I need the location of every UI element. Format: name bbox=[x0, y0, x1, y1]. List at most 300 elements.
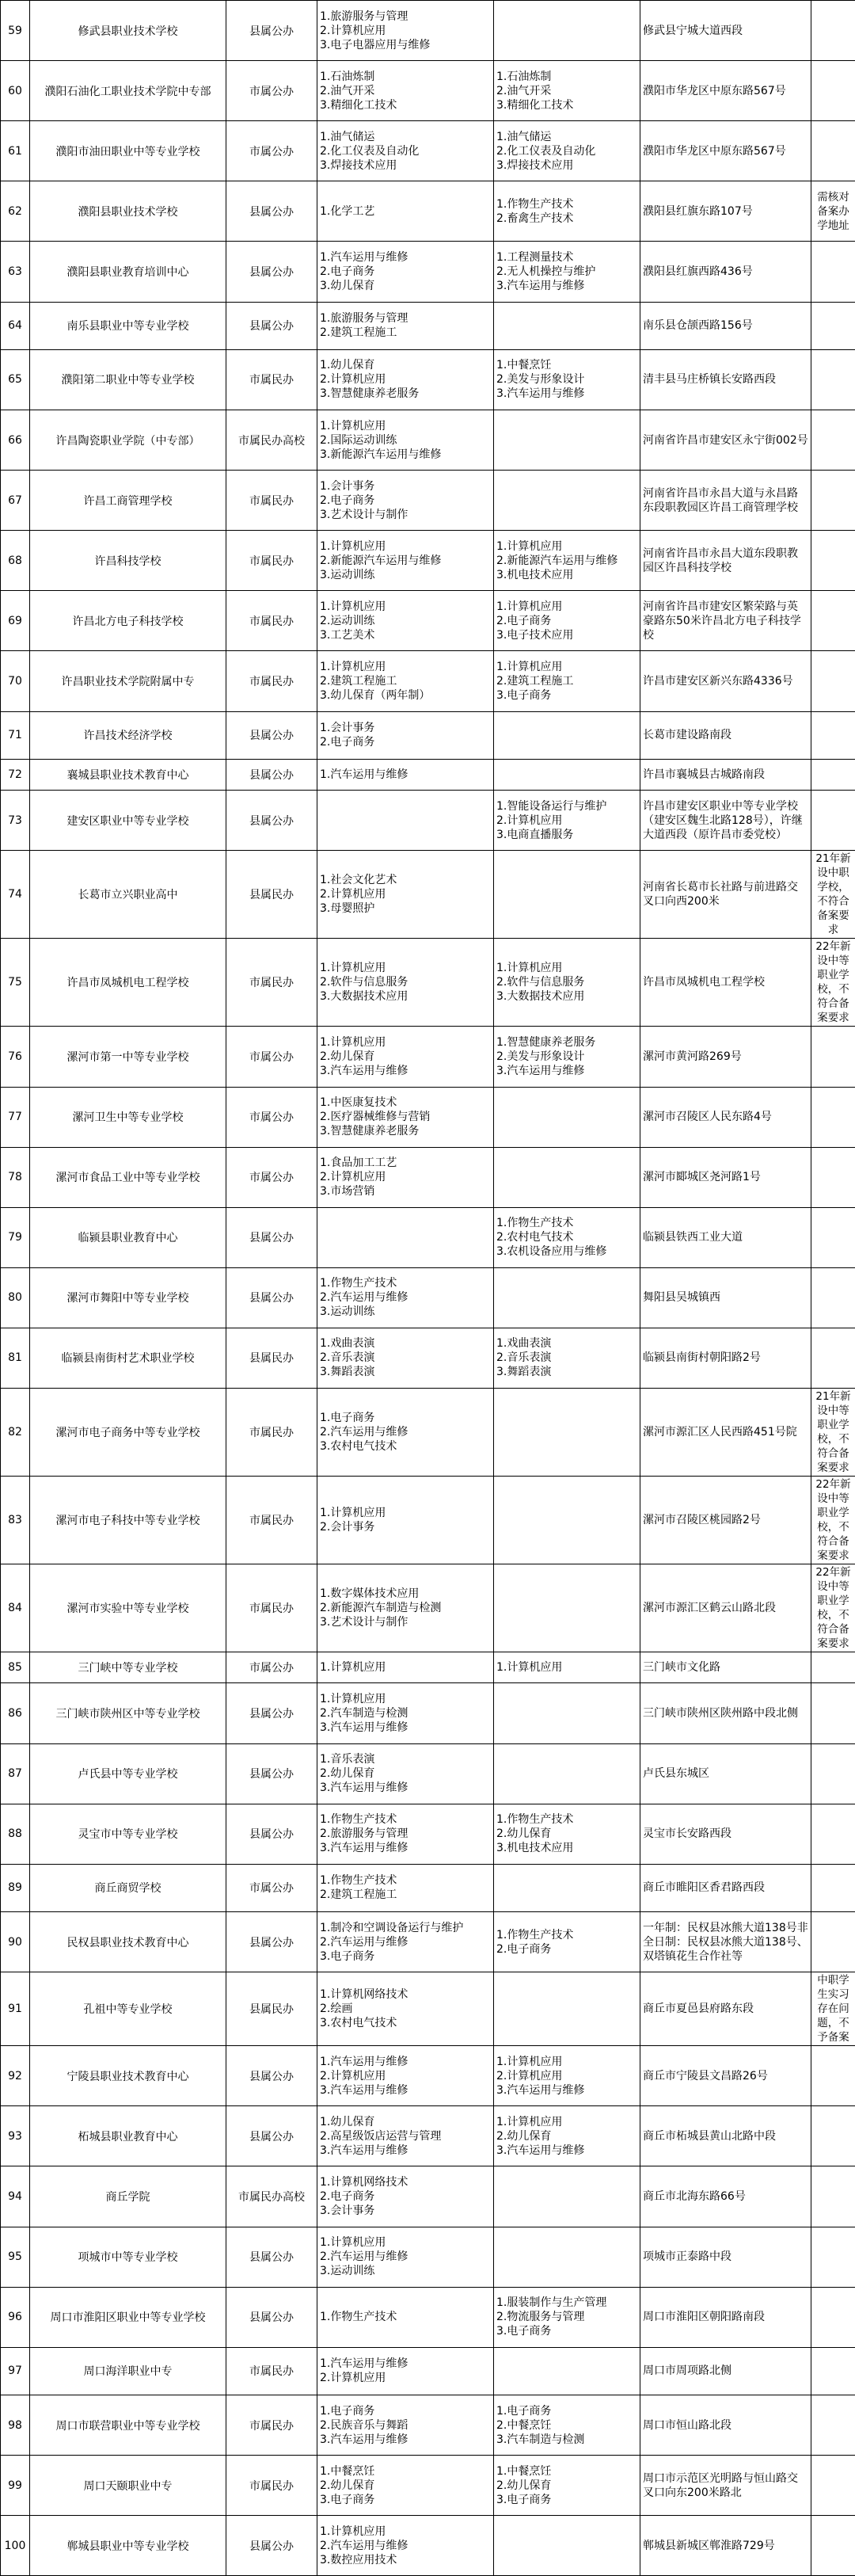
school-type: 市属民办 bbox=[226, 349, 317, 410]
major-item: 3.艺术设计与制作 bbox=[320, 508, 491, 522]
majors-list-primary bbox=[317, 121, 494, 181]
remark-cell bbox=[811, 1804, 855, 1864]
table-row bbox=[1, 1912, 855, 1972]
address-text: 商丘市柘城县黄山北路中段 bbox=[643, 2129, 808, 2143]
majors-list-secondary bbox=[494, 651, 640, 711]
remark-cell bbox=[811, 121, 855, 181]
school-type: 县属公办 bbox=[226, 711, 317, 759]
remark-cell bbox=[811, 61, 855, 121]
school-address bbox=[640, 2395, 811, 2456]
school-type: 市属民办 bbox=[226, 651, 317, 711]
remark-cell bbox=[811, 181, 855, 242]
major-item: 1.社会文化艺术 bbox=[320, 873, 491, 887]
address-text: 濮阳市华龙区中原东路567号 bbox=[643, 144, 808, 158]
school-address bbox=[640, 1147, 811, 1207]
row-number: 80 bbox=[1, 1267, 30, 1328]
major-item: 1.计算机应用 bbox=[496, 2115, 637, 2129]
school-address bbox=[640, 349, 811, 410]
majors-list-primary bbox=[317, 471, 494, 531]
table-row bbox=[1, 711, 855, 759]
row-number: 92 bbox=[1, 2046, 30, 2106]
major-item: 1.戏曲表演 bbox=[496, 1336, 637, 1351]
row-number: 65 bbox=[1, 349, 30, 410]
address-text: 河南省许昌市建安区繁荣路与英豪路东50米许昌北方电子科技学校 bbox=[643, 600, 808, 642]
row-number: 61 bbox=[1, 121, 30, 181]
school-address bbox=[640, 531, 811, 591]
school-type: 县属公办 bbox=[226, 2046, 317, 2106]
address-text: 周口市示范区光明路与恒山路交叉口向东200米路北 bbox=[643, 2471, 808, 2500]
major-item: 2.汽车运用与维修 bbox=[320, 1425, 491, 1439]
majors-list-primary bbox=[317, 1147, 494, 1207]
major-item: 2.幼儿保育 bbox=[320, 1766, 491, 1781]
major-item: 1.计算机应用 bbox=[320, 1660, 491, 1675]
remark-text: 21年新设中等职业学校，不符合备案要求 bbox=[814, 1389, 853, 1475]
remark-text: 22年新设中等职业学校，不符合备案要求 bbox=[814, 1477, 853, 1563]
school-address bbox=[640, 121, 811, 181]
majors-list-primary bbox=[317, 851, 494, 939]
remark-cell bbox=[811, 1652, 855, 1683]
majors-list-secondary bbox=[494, 1147, 640, 1207]
table-row bbox=[1, 939, 855, 1027]
school-type: 市属民办 bbox=[226, 471, 317, 531]
majors-list-primary bbox=[317, 1743, 494, 1804]
table-row bbox=[1, 1207, 855, 1267]
major-item: 1.电子商务 bbox=[496, 2404, 637, 2418]
school-address bbox=[640, 851, 811, 939]
remark-cell bbox=[811, 2046, 855, 2106]
school-type: 县属公办 bbox=[226, 1683, 317, 1743]
majors-list-secondary bbox=[494, 1743, 640, 1804]
remark-text: 21年新设中职学校，不符合备案要求 bbox=[814, 852, 853, 937]
address-text: 灵宝市长安路西段 bbox=[643, 1827, 808, 1841]
major-item: 3.电商直播服务 bbox=[496, 828, 637, 842]
major-item: 1.计算机应用 bbox=[320, 660, 491, 674]
major-item: 2.幼儿保育 bbox=[496, 2129, 637, 2143]
major-item: 1.汽车运用与维修 bbox=[320, 768, 491, 782]
school-address bbox=[640, 1207, 811, 1267]
major-item: 3.焊接技术应用 bbox=[496, 158, 637, 173]
major-item: 2.中餐烹饪 bbox=[496, 2418, 637, 2433]
address-text: 河南省许昌市永昌大道与永昌路东段职教园区许昌工商管理学校 bbox=[643, 486, 808, 515]
majors-list-primary bbox=[317, 1328, 494, 1388]
school-address bbox=[640, 1027, 811, 1087]
remark-cell bbox=[811, 2347, 855, 2395]
school-name: 民权县职业技术教育中心 bbox=[30, 1912, 226, 1972]
address-text: 清丰县马庄桥镇长安路西段 bbox=[643, 372, 808, 387]
majors-list-primary bbox=[317, 181, 494, 242]
major-item: 1.会计事务 bbox=[320, 721, 491, 735]
school-address bbox=[640, 2046, 811, 2106]
row-number: 90 bbox=[1, 1912, 30, 1972]
major-item: 3.农村电气技术 bbox=[320, 1439, 491, 1454]
remark-cell bbox=[811, 939, 855, 1027]
majors-list-secondary bbox=[494, 1652, 640, 1683]
majors-list-primary bbox=[317, 1972, 494, 2046]
row-number: 79 bbox=[1, 1207, 30, 1267]
remark-cell bbox=[811, 1328, 855, 1388]
remark-cell bbox=[811, 531, 855, 591]
address-text: 漯河市源汇区人民西路451号院 bbox=[643, 1425, 808, 1439]
address-text: 漯河市源汇区鹤云山路北段 bbox=[643, 1601, 808, 1615]
address-text: 周口市淮阳区朝阳路南段 bbox=[643, 2310, 808, 2324]
major-item: 1.戏曲表演 bbox=[320, 1336, 491, 1351]
major-item: 2.民族音乐与舞蹈 bbox=[320, 2418, 491, 2433]
major-item: 1.计算机应用 bbox=[320, 961, 491, 975]
remark-cell bbox=[811, 1389, 855, 1477]
school-address bbox=[640, 1864, 811, 1911]
table-row bbox=[1, 1564, 855, 1652]
row-number: 94 bbox=[1, 2166, 30, 2227]
major-item: 1.作物生产技术 bbox=[320, 1812, 491, 1827]
majors-list-primary bbox=[317, 2227, 494, 2287]
majors-list-primary bbox=[317, 1267, 494, 1328]
major-item: 2.新能源汽车制造与检测 bbox=[320, 1601, 491, 1615]
row-number: 70 bbox=[1, 651, 30, 711]
major-item: 1.中医康复技术 bbox=[320, 1096, 491, 1110]
row-number: 86 bbox=[1, 1683, 30, 1743]
table-row bbox=[1, 410, 855, 471]
majors-list-secondary bbox=[494, 61, 640, 121]
major-item: 3.运动训练 bbox=[320, 1305, 491, 1319]
school-name: 许昌陶瓷职业学院（中专部） bbox=[30, 410, 226, 471]
row-number: 84 bbox=[1, 1564, 30, 1652]
majors-list-primary bbox=[317, 2106, 494, 2166]
majors-list-primary bbox=[317, 410, 494, 471]
school-address bbox=[640, 711, 811, 759]
major-item: 3.汽车运用与维修 bbox=[496, 279, 637, 293]
major-item: 1.作物生产技术 bbox=[320, 1873, 491, 1888]
major-item: 2.医疗器械维修与营销 bbox=[320, 1110, 491, 1124]
majors-list-primary bbox=[317, 1087, 494, 1147]
remark-cell bbox=[811, 1864, 855, 1911]
major-item: 3.汽车运用与维修 bbox=[320, 1064, 491, 1078]
major-item: 1.计算机应用 bbox=[320, 539, 491, 554]
majors-list-secondary bbox=[494, 1972, 640, 2046]
row-number: 100 bbox=[1, 2516, 30, 2576]
school-type: 县属民办 bbox=[226, 1972, 317, 2046]
school-type: 市属公办 bbox=[226, 1147, 317, 1207]
remark-cell bbox=[811, 2516, 855, 2576]
majors-list-secondary bbox=[494, 2347, 640, 2395]
row-number: 89 bbox=[1, 1864, 30, 1911]
school-address bbox=[640, 181, 811, 242]
major-item: 3.电子电器应用与维修 bbox=[320, 38, 491, 52]
major-item: 2.建筑工程施工 bbox=[496, 674, 637, 688]
school-name: 周口天颐职业中专 bbox=[30, 2456, 226, 2516]
row-number: 75 bbox=[1, 939, 30, 1027]
major-item: 1.旅游服务与管理 bbox=[320, 10, 491, 24]
major-item: 2.音乐表演 bbox=[320, 1351, 491, 1365]
remark-cell bbox=[811, 1683, 855, 1743]
school-type: 市属公办 bbox=[226, 1087, 317, 1147]
major-item: 1.智能设备运行与维护 bbox=[496, 799, 637, 814]
major-item: 3.汽车运用与维修 bbox=[496, 1064, 637, 1078]
remark-text: 需核对备案办学地址 bbox=[814, 190, 853, 233]
major-item: 2.计算机应用 bbox=[320, 2371, 491, 2385]
school-type: 市属民办 bbox=[226, 2395, 317, 2456]
school-name: 柘城县职业教育中心 bbox=[30, 2106, 226, 2166]
row-number: 83 bbox=[1, 1477, 30, 1564]
majors-list-secondary bbox=[494, 410, 640, 471]
table-row bbox=[1, 2347, 855, 2395]
school-type: 县属公办 bbox=[226, 1267, 317, 1328]
major-item: 3.母婴照护 bbox=[320, 901, 491, 916]
major-item: 3.舞蹈表演 bbox=[320, 1365, 491, 1379]
major-item: 1.计算机网络技术 bbox=[320, 1987, 491, 2002]
address-text: 临颍县铁西工业大道 bbox=[643, 1230, 808, 1244]
school-name: 许昌职业技术学院附属中专 bbox=[30, 651, 226, 711]
major-item: 3.电子商务 bbox=[496, 2324, 637, 2338]
table-row bbox=[1, 2456, 855, 2516]
school-type: 县属公办 bbox=[226, 1912, 317, 1972]
majors-list-primary bbox=[317, 1, 494, 61]
school-type: 县属公办 bbox=[226, 2227, 317, 2287]
major-item: 2.计算机应用 bbox=[320, 24, 491, 38]
row-number: 81 bbox=[1, 1328, 30, 1388]
table-row bbox=[1, 1147, 855, 1207]
remark-cell bbox=[811, 791, 855, 851]
school-type: 市属民办 bbox=[226, 2456, 317, 2516]
major-item: 2.高星级饭店运营与管理 bbox=[320, 2129, 491, 2143]
major-item: 2.计算机应用 bbox=[320, 372, 491, 387]
major-item: 3.汽车制造与检测 bbox=[496, 2433, 637, 2447]
major-item: 2.幼儿保育 bbox=[496, 2479, 637, 2493]
majors-list-primary bbox=[317, 1027, 494, 1087]
table-row bbox=[1, 1683, 855, 1743]
remark-cell bbox=[811, 242, 855, 302]
table-row bbox=[1, 2166, 855, 2227]
table-row bbox=[1, 2227, 855, 2287]
address-text: 河南省长葛市长社路与前进路交叉口向西200米 bbox=[643, 880, 808, 909]
school-name: 周口市联营职业中等专业学校 bbox=[30, 2395, 226, 2456]
row-number: 74 bbox=[1, 851, 30, 939]
row-number: 97 bbox=[1, 2347, 30, 2395]
major-item: 2.物流服务与管理 bbox=[496, 2310, 637, 2324]
majors-list-secondary bbox=[494, 1027, 640, 1087]
majors-list-primary bbox=[317, 2395, 494, 2456]
address-text: 河南省许昌市永昌大道东段职教园区许昌科技学校 bbox=[643, 547, 808, 575]
major-item: 1.油气储运 bbox=[320, 130, 491, 144]
remark-cell bbox=[811, 1147, 855, 1207]
row-number: 96 bbox=[1, 2287, 30, 2347]
school-type: 县属公办 bbox=[226, 759, 317, 790]
major-item: 1.中餐烹饪 bbox=[496, 2464, 637, 2479]
school-address bbox=[640, 1477, 811, 1564]
majors-list-secondary bbox=[494, 1912, 640, 1972]
major-item: 3.汽车运用与维修 bbox=[496, 387, 637, 401]
major-item: 1.数字媒体技术应用 bbox=[320, 1587, 491, 1601]
school-name: 项城市中等专业学校 bbox=[30, 2227, 226, 2287]
address-text: 商丘市夏邑县府路东段 bbox=[643, 2002, 808, 2016]
remark-cell bbox=[811, 1743, 855, 1804]
school-name: 漯河市实验中等专业学校 bbox=[30, 1564, 226, 1652]
major-item: 2.建筑工程施工 bbox=[320, 326, 491, 340]
majors-list-primary bbox=[317, 1652, 494, 1683]
majors-list-primary bbox=[317, 2456, 494, 2516]
address-text: 许昌市襄城县古城路南段 bbox=[643, 768, 808, 782]
major-item: 3.精细化工技术 bbox=[320, 98, 491, 112]
school-type: 县属公办 bbox=[226, 791, 317, 851]
school-name: 濮阳县职业技术学校 bbox=[30, 181, 226, 242]
major-item: 2.电子商务 bbox=[320, 2189, 491, 2204]
majors-list-secondary bbox=[494, 1087, 640, 1147]
major-item: 3.农村电气技术 bbox=[320, 2016, 491, 2030]
table-row bbox=[1, 242, 855, 302]
table-row bbox=[1, 2516, 855, 2576]
school-name: 宁陵县职业技术教育中心 bbox=[30, 2046, 226, 2106]
school-name: 建安区职业中等专业学校 bbox=[30, 791, 226, 851]
row-number: 68 bbox=[1, 531, 30, 591]
major-item: 2.汽车运用与维修 bbox=[320, 2250, 491, 2264]
address-text: 南乐县仓颉西路156号 bbox=[643, 318, 808, 333]
major-item: 2.油气开采 bbox=[320, 84, 491, 98]
school-name: 临颍县职业教育中心 bbox=[30, 1207, 226, 1267]
school-type: 市属公办 bbox=[226, 1027, 317, 1087]
remark-cell bbox=[811, 1267, 855, 1328]
school-type: 县属公办 bbox=[226, 1743, 317, 1804]
school-address bbox=[640, 471, 811, 531]
table-row bbox=[1, 181, 855, 242]
major-item: 3.汽车运用与维修 bbox=[320, 2433, 491, 2447]
major-item: 2.电子商务 bbox=[496, 614, 637, 628]
school-address bbox=[640, 2516, 811, 2576]
major-item: 2.汽车运用与维修 bbox=[320, 1290, 491, 1305]
school-address bbox=[640, 1389, 811, 1477]
school-name: 濮阳县职业教育培训中心 bbox=[30, 242, 226, 302]
table-row bbox=[1, 1087, 855, 1147]
school-name: 漯河市电子科技中等专业学校 bbox=[30, 1477, 226, 1564]
row-number: 85 bbox=[1, 1652, 30, 1683]
school-name: 许昌市凤城机电工程学校 bbox=[30, 939, 226, 1027]
address-text: 商丘市宁陵县文昌路26号 bbox=[643, 2069, 808, 2083]
school-name: 长葛市立兴职业高中 bbox=[30, 851, 226, 939]
school-name: 许昌技术经济学校 bbox=[30, 711, 226, 759]
school-type: 市属民办 bbox=[226, 1477, 317, 1564]
remark-text: 中职学生实习存在问题，不予备案 bbox=[814, 1973, 853, 2044]
majors-list-primary bbox=[317, 1477, 494, 1564]
major-item: 1.食品加工工艺 bbox=[320, 1156, 491, 1170]
table-row bbox=[1, 1389, 855, 1477]
remark-text: 22年新设中等职业学校，不符合备案要求 bbox=[814, 1565, 853, 1651]
row-number: 64 bbox=[1, 302, 30, 349]
major-item: 2.音乐表演 bbox=[496, 1351, 637, 1365]
major-item: 1.计算机应用 bbox=[320, 419, 491, 433]
majors-list-secondary bbox=[494, 1389, 640, 1477]
school-address bbox=[640, 2347, 811, 2395]
school-type: 市属民办高校 bbox=[226, 2166, 317, 2227]
major-item: 1.幼儿保育 bbox=[320, 358, 491, 372]
school-address bbox=[640, 1328, 811, 1388]
remark-cell bbox=[811, 1912, 855, 1972]
major-item: 2.幼儿保育 bbox=[320, 1050, 491, 1064]
majors-list-primary bbox=[317, 242, 494, 302]
table-row bbox=[1, 1, 855, 61]
major-item: 3.电子技术应用 bbox=[496, 628, 637, 642]
table-row bbox=[1, 349, 855, 410]
major-item: 1.智慧健康养老服务 bbox=[496, 1035, 637, 1050]
address-text: 许昌市建安区新兴东路4336号 bbox=[643, 674, 808, 688]
major-item: 1.油气储运 bbox=[496, 130, 637, 144]
majors-list-primary bbox=[317, 939, 494, 1027]
majors-list-secondary bbox=[494, 1, 640, 61]
major-item: 1.汽车运用与维修 bbox=[320, 2357, 491, 2371]
school-address bbox=[640, 61, 811, 121]
majors-list-secondary bbox=[494, 2287, 640, 2347]
remark-cell bbox=[811, 711, 855, 759]
major-item: 2.软件与信息服务 bbox=[496, 975, 637, 989]
major-item: 2.计算机应用 bbox=[320, 887, 491, 901]
major-item: 1.制冷和空调设备运行与维护 bbox=[320, 1921, 491, 1935]
address-text: 漯河市黄河路269号 bbox=[643, 1050, 808, 1064]
majors-list-secondary bbox=[494, 2516, 640, 2576]
school-name: 南乐县职业中等专业学校 bbox=[30, 302, 226, 349]
school-name: 周口市淮阳区职业中等专业学校 bbox=[30, 2287, 226, 2347]
row-number: 93 bbox=[1, 2106, 30, 2166]
major-item: 2.农村电气技术 bbox=[496, 1230, 637, 1244]
major-item: 2.计算机应用 bbox=[496, 814, 637, 828]
majors-list-secondary bbox=[494, 791, 640, 851]
school-name: 襄城县职业技术教育中心 bbox=[30, 759, 226, 790]
major-item: 1.计算机应用 bbox=[320, 2525, 491, 2539]
school-name: 郸城县职业中等专业学校 bbox=[30, 2516, 226, 2576]
majors-list-secondary bbox=[494, 121, 640, 181]
row-number: 87 bbox=[1, 1743, 30, 1804]
majors-list-primary bbox=[317, 1564, 494, 1652]
remark-cell bbox=[811, 759, 855, 790]
address-text: 三门峡市陕州区陕州路中段北侧 bbox=[643, 1706, 808, 1721]
address-text: 濮阳县红旗东路107号 bbox=[643, 204, 808, 219]
school-address bbox=[640, 1804, 811, 1864]
remark-cell bbox=[811, 1087, 855, 1147]
major-item: 3.电子商务 bbox=[320, 2493, 491, 2507]
address-text: 许昌市凤城机电工程学校 bbox=[643, 975, 808, 989]
school-address bbox=[640, 2287, 811, 2347]
major-item: 3.汽车运用与维修 bbox=[320, 2143, 491, 2158]
school-name: 三门峡中等专业学校 bbox=[30, 1652, 226, 1683]
row-number: 99 bbox=[1, 2456, 30, 2516]
address-text: 商丘市睢阳区香君路西段 bbox=[643, 1881, 808, 1895]
address-text: 三门峡市文化路 bbox=[643, 1660, 808, 1675]
major-item: 2.会计事务 bbox=[320, 1520, 491, 1534]
school-type: 县属公办 bbox=[226, 302, 317, 349]
major-item: 1.计算机应用 bbox=[496, 660, 637, 674]
school-address bbox=[640, 410, 811, 471]
table-row bbox=[1, 531, 855, 591]
table-row bbox=[1, 1864, 855, 1911]
majors-list-primary bbox=[317, 1207, 494, 1267]
major-item: 3.电子商务 bbox=[496, 2493, 637, 2507]
school-address bbox=[640, 591, 811, 651]
address-text: 濮阳市华龙区中原东路567号 bbox=[643, 84, 808, 98]
major-item: 3.汽车运用与维修 bbox=[320, 1781, 491, 1795]
major-item: 3.智慧健康养老服务 bbox=[320, 1124, 491, 1138]
major-item: 1.计算机应用 bbox=[496, 2055, 637, 2069]
major-item: 2.电子商务 bbox=[496, 1942, 637, 1957]
major-item: 3.艺术设计与制作 bbox=[320, 1615, 491, 1629]
major-item: 1.计算机应用 bbox=[320, 2235, 491, 2250]
school-name: 漯河市第一中等专业学校 bbox=[30, 1027, 226, 1087]
major-item: 1.电子商务 bbox=[320, 1411, 491, 1425]
remark-cell bbox=[811, 851, 855, 939]
school-address bbox=[640, 302, 811, 349]
address-text: 修武县宁城大道西段 bbox=[643, 24, 808, 38]
major-item: 1.中餐烹饪 bbox=[496, 358, 637, 372]
majors-list-secondary bbox=[494, 1864, 640, 1911]
school-address bbox=[640, 791, 811, 851]
remark-cell bbox=[811, 2456, 855, 2516]
remark-text: 22年新设中等职业学校，不符合备案要求 bbox=[814, 939, 853, 1025]
table-row bbox=[1, 2395, 855, 2456]
